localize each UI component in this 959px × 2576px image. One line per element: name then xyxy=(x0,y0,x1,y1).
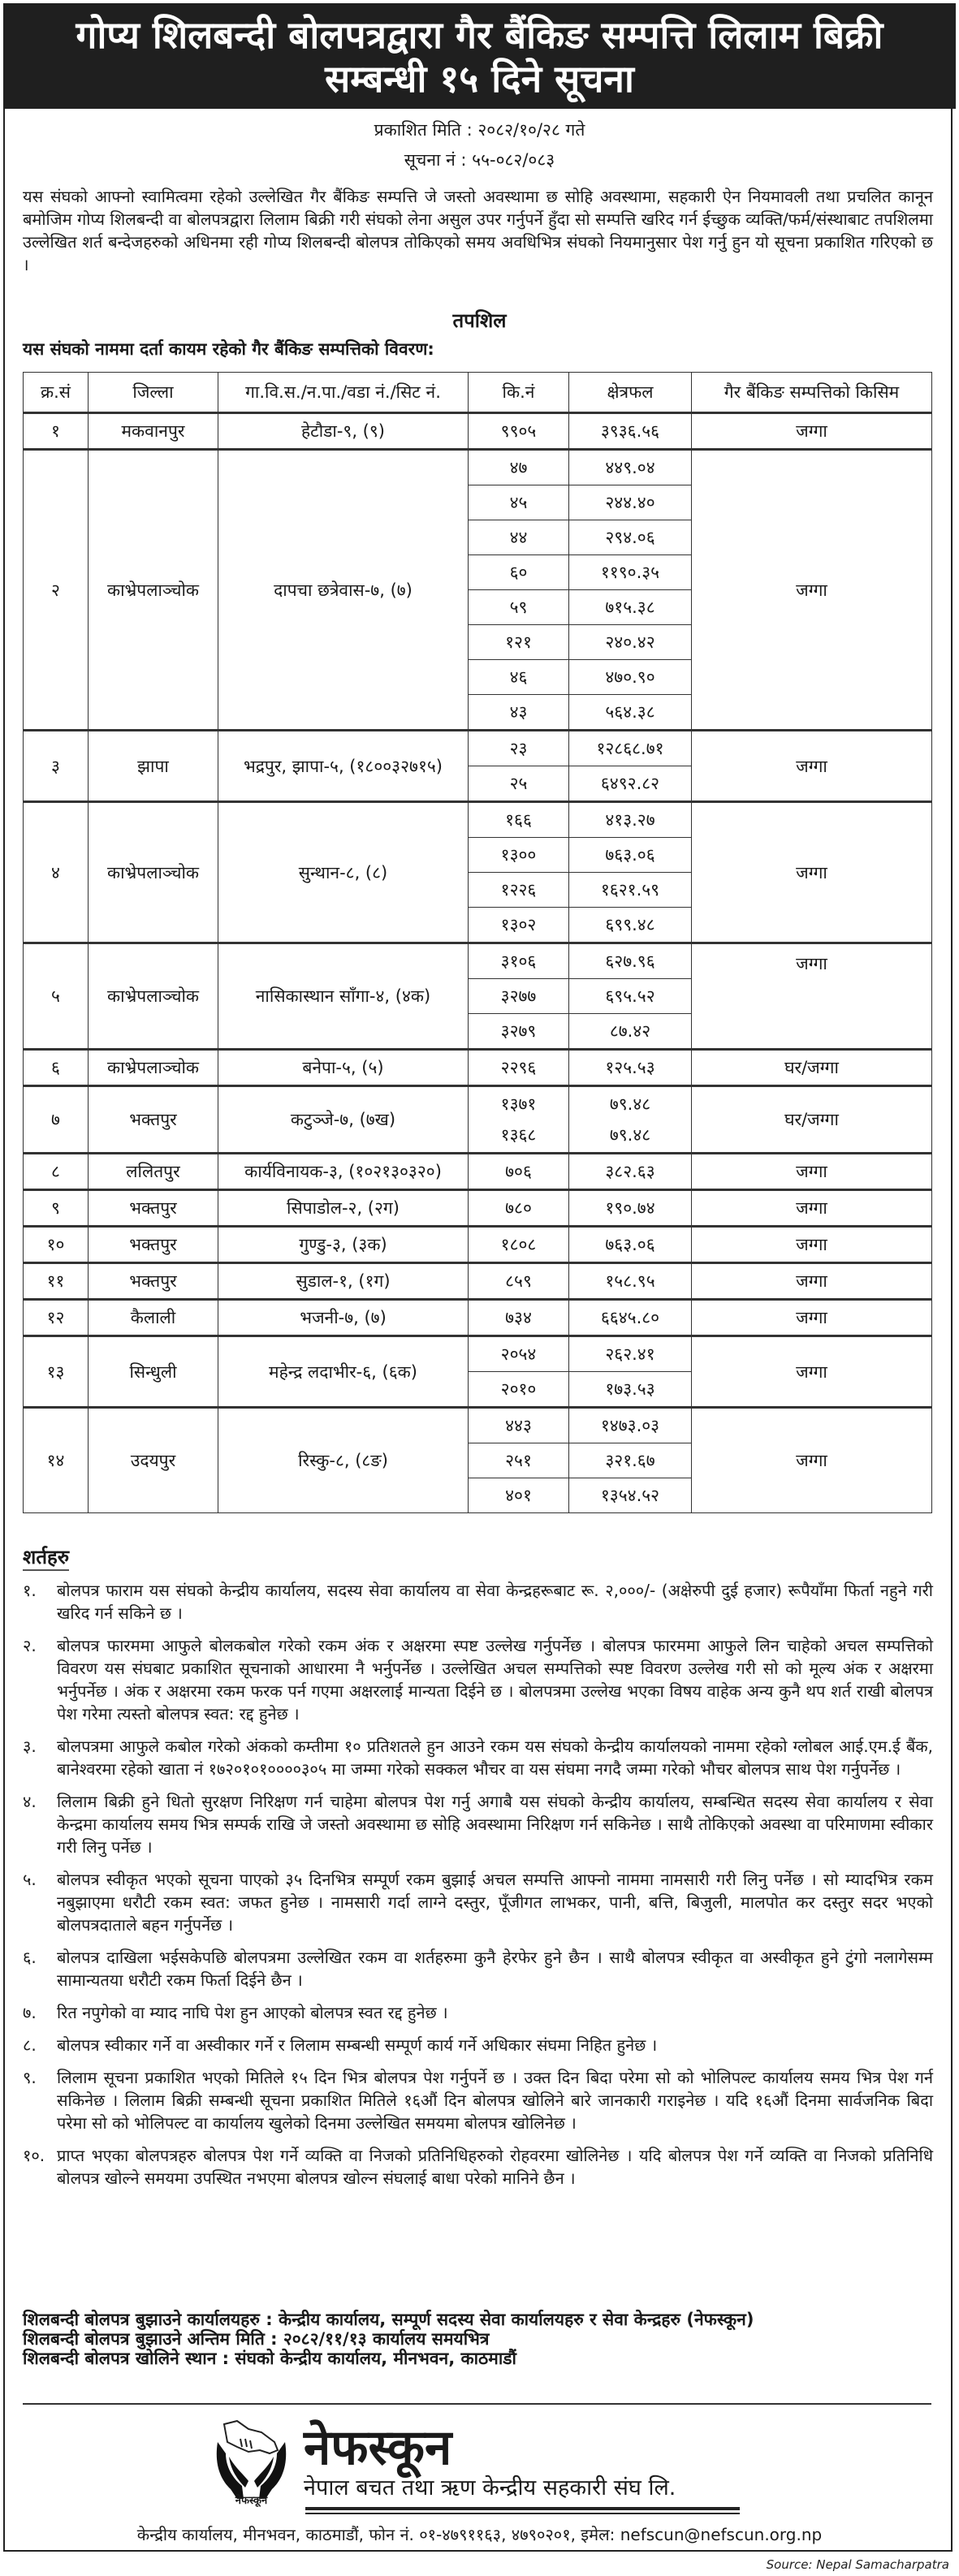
cell-asset-type: जग्गा xyxy=(692,1227,932,1263)
kitta-value: १३६८ xyxy=(500,1125,537,1145)
cell-area: १३५४.५२ xyxy=(569,1478,692,1513)
header-kitta: कि.नं xyxy=(469,373,569,413)
cell-location: कार्यविनायक-३, (१०२१३०३२०) xyxy=(218,1154,469,1190)
cell-asset-type: जग्गा xyxy=(692,413,932,450)
cell-area: ७१५.३८ xyxy=(569,590,692,625)
cell-asset-type: जग्गा xyxy=(692,802,932,943)
cell-asset-type: जग्गा xyxy=(692,1154,932,1190)
cell-area: १७३.५३ xyxy=(569,1372,692,1408)
cell-district: भक्तपुर xyxy=(89,1263,218,1300)
condition-number: ३. xyxy=(23,1737,37,1756)
condition-number: ९. xyxy=(23,2068,37,2087)
cell-kitta: ५९ xyxy=(469,590,569,625)
cell-area: २६२.४१ xyxy=(569,1336,692,1372)
cell-location: गुण्डु-३, (३क) xyxy=(218,1227,469,1263)
area-value: ७९.४८ xyxy=(609,1094,651,1114)
cell-kitta: ९९०५ xyxy=(469,413,569,450)
notice-meta xyxy=(0,115,959,175)
cell-district: काभ्रेपलाञ्चोक xyxy=(89,943,218,1050)
cell-area: ३२१.६७ xyxy=(569,1443,692,1478)
condition-text: बोलपत्र फाराम यस संघको केन्द्रीय कार्यालय, सदस्य सेवा कार्यालय वा सेवा केन्द्रहरूबाट रू. २,०००/- (अक्षेरुपी दुई हजार) रूपैयाँमा फिर्ता नहुने गरी खरिद गर्न सकिने छ । xyxy=(57,1581,933,1623)
cell-location: भजनी-७, (७) xyxy=(218,1300,469,1336)
condition-text: बोलपत्र स्वीकृत भएको सूचना पाएको ३५ दिनभित्र सम्पूर्ण रकम बुझाई अचल सम्पत्ति आफ्नो नाममा नामसारी गरी लिनु पर्नेछ । सो म्यादभित्र रकम नबुझाएमा धरौटी रकम स्वत: जफत हुनेछ । नामसारी गर्दा लाग्ने दस्तुर, पूँजीगत लाभकर, पानी, बत्ति, बिजुली, मालपोत कर दस्तुर सदर भएको बोलपत्रदाताले बहन गर्नुपर्नेछ । xyxy=(57,1870,933,1935)
title-line-2: सम्बन्धी १५ दिने सूचना xyxy=(325,57,634,101)
cell-district: काभ्रेपलाञ्चोक xyxy=(89,802,218,943)
cell-kitta: १३०२ xyxy=(469,908,569,943)
condition-text: बोलपत्रमा आफुले कबोल गरेको अंकको कम्तीमा १० प्रतिशतले हुन आउने रकम यस संघको केन्द्रीय कार्यालयको नाममा रहेको ग्लोबल आई.एम.ई बैंक, बानेश्वरमा रहेको खाता नं १७२०१०१००००३०५ मा जम्मा गरेको सक्कल भौचर वा यस संघमा नगदै जम्मा गरेको भौचर बोलपत्र साथ पेश गर्नुपर्नेछ । xyxy=(57,1737,933,1779)
table-row xyxy=(24,802,932,838)
condition-item xyxy=(23,2034,933,2056)
cell-area: १२५.५३ xyxy=(569,1050,692,1086)
header-location: गा.वि.स./न.पा./वडा नं./सिट नं. xyxy=(218,373,469,413)
cell-sn: १ xyxy=(24,413,89,450)
submission-offices: शिलबन्दी बोलपत्र बुझाउने कार्यालयहरु : केन्द्रीय कार्यालय, सम्पूर्ण सदस्य सेवा कार्यालयहरु र सेवा केन्द्रहरु (नेफस्कून) xyxy=(23,2310,754,2329)
cell-sn: ८ xyxy=(24,1154,89,1190)
cell-area: १२८६८.७१ xyxy=(569,731,692,766)
table-body xyxy=(24,413,932,1513)
notice-number: सूचना नं : ५५-०८२/०८३ xyxy=(404,150,555,170)
source-credit: Source: Nepal Samacharpatra xyxy=(766,2557,949,2572)
cell-area: १४७३.०३ xyxy=(569,1408,692,1443)
cell-kitta: १६६ xyxy=(469,802,569,838)
cell-asset-type: जग्गा xyxy=(692,1336,932,1408)
condition-item xyxy=(23,1634,933,1725)
cell-location: सुडाल-१, (१ग) xyxy=(218,1263,469,1300)
cell-area: ६९५.५२ xyxy=(569,979,692,1014)
cell-kitta: ७८० xyxy=(469,1190,569,1227)
schedule-heading: तपशिल xyxy=(452,309,507,332)
org-name: नेफस्कून xyxy=(304,2419,452,2476)
table-row xyxy=(24,1336,932,1372)
condition-item xyxy=(23,1790,933,1858)
cell-location: रिस्कु-८, (८ङ) xyxy=(218,1408,469,1513)
cell-kitta: १३०० xyxy=(469,838,569,873)
kitta-value: १३७१ xyxy=(500,1094,537,1114)
cell-kitta: २५ xyxy=(469,766,569,802)
cell-location: नासिकास्थान साँगा-४, (४क) xyxy=(218,943,469,1050)
cell-district: उदयपुर xyxy=(89,1408,218,1513)
schedule-subheading: यस संघको नाममा दर्ता कायम रहेको गैर बैंकिङ सम्पत्तिको विवरण: xyxy=(23,339,434,359)
cell-sn: १० xyxy=(24,1227,89,1263)
condition-text: लिलाम सूचना प्रकाशित भएको मितिले १५ दिन भित्र बोलपत्र पेश गर्नुपर्ने छ । उक्त दिन बिदा परेमा सो को भोलिपल्ट कार्यालय समय भित्र पेश गर्न सकिनेछ । लिलाम बिक्री सम्बन्धी सूचना प्रकाशित मितिले १६औं दिन बोलपत्र खोलिने बारे जानकारी गराइनेछ । यदि १६औं दिनमा सार्वजनिक बिदा परेमा सो को भोलिपल्ट वा कार्यालय खुलेको दिनमा उल्लेखित समयमा बोलपत्र खोलिनेछ । xyxy=(57,2068,933,2133)
conditions-list xyxy=(23,1579,933,2199)
contact-info: केन्द्रीय कार्यालय, मीनभवन, काठमाडौं, फोन नं. ०१-४७९११६३, ४७९०२०१, इमेल: nefscun@nefscun.org.np xyxy=(136,2525,823,2544)
table-row xyxy=(24,1154,932,1190)
cell-area: १५८.९५ xyxy=(569,1263,692,1300)
cell-sn: ६ xyxy=(24,1050,89,1086)
cell-sn: ९ xyxy=(24,1190,89,1227)
cell-district: सिन्धुली xyxy=(89,1336,218,1408)
cell-asset-type: जग्गा xyxy=(692,943,932,1050)
condition-number: १. xyxy=(23,1581,37,1600)
table-row xyxy=(24,731,932,766)
cell-asset-type: जग्गा xyxy=(692,731,932,802)
footer-divider xyxy=(23,2403,931,2405)
header-sn: क्र.सं xyxy=(24,373,89,413)
condition-item xyxy=(23,1579,933,1625)
condition-item xyxy=(23,1946,933,1991)
cell-area: ३८२.६३ xyxy=(569,1154,692,1190)
cell-kitta: ७०६ xyxy=(469,1154,569,1190)
condition-number: ७. xyxy=(23,2003,37,2022)
cell-kitta: २२९६ xyxy=(469,1050,569,1086)
cell-location: बनेपा-५, (५) xyxy=(218,1050,469,1086)
cell-kitta: ८५९ xyxy=(469,1263,569,1300)
header-area: क्षेत्रफल xyxy=(569,373,692,413)
cell-asset-type: जग्गा xyxy=(692,1408,932,1513)
cell-asset-type: जग्गा xyxy=(692,1263,932,1300)
cell-location: भद्रपुर, झापा-५, (१८००३२७१५) xyxy=(218,731,469,802)
condition-number: ८. xyxy=(23,2035,37,2055)
header-district: जिल्ला xyxy=(89,373,218,413)
condition-item xyxy=(23,2144,933,2190)
table-row xyxy=(24,450,932,485)
table-row xyxy=(24,1263,932,1300)
cell-kitta: ४३ xyxy=(469,695,569,731)
condition-item xyxy=(23,1868,933,1936)
condition-text: रित नपुगेको वा म्याद नाघि पेश हुन आएको बोलपत्र स्वत रद्द हुनेछ । xyxy=(57,2003,448,2022)
cell-district: भक्तपुर xyxy=(89,1086,218,1154)
table-header-row xyxy=(24,373,932,413)
condition-text: बोलपत्र फारममा आफुले बोलकबोल गरेको रकम अंक र अक्षरमा स्पष्ट उल्लेख गर्नुपर्नेछ । बोलपत्र फारममा आफुले लिन चाहेको अचल सम्पत्तिको विवरण यस संघबाट प्रकाशित सूचनाको आधारमा नै भर्नुपर्नेछ । उल्लेखित अचल सम्पत्तिको स्पष्ट विवरण उल्लेख गरी सो को मूल्य अंक र अक्षरमा भर्नुपर्नेछ । अंक र अक्षरमा रकम फरक पर्न गएमा अक्षरलाई मान्यता दिईने छ । बोलपत्रमा उल्लेख भएका विषय वाहेक अन्य कुनै थप शर्त राखी बोलपत्र पेश गरेमा त्यस्तो बोलपत्र स्वत: रद्द हुनेछ । xyxy=(57,1636,933,1724)
cell-kitta: २०१० xyxy=(469,1372,569,1408)
conditions-heading: शर्तहरु xyxy=(23,1545,69,1571)
condition-number: १०. xyxy=(23,2146,45,2165)
cell-area: ५६४.३८ xyxy=(569,695,692,731)
org-full-name: नेपाल बचत तथा ऋण केन्द्रीय सहकारी संघ लि. xyxy=(304,2475,676,2500)
cell-area: ४४९.०४ xyxy=(569,450,692,485)
cell-district: ललितपुर xyxy=(89,1154,218,1190)
table-row xyxy=(24,1086,932,1154)
cell-area: ३९३६.५६ xyxy=(569,413,692,450)
cell-kitta: २०५४ xyxy=(469,1336,569,1372)
cell-district: झापा xyxy=(89,731,218,802)
condition-number: ५. xyxy=(23,1870,37,1889)
cell-district: कैलाली xyxy=(89,1300,218,1336)
cell-kitta: ७३४ xyxy=(469,1300,569,1336)
submission-info xyxy=(23,2310,933,2368)
condition-text: बोलपत्र दाखिला भईसकेपछि बोलपत्रमा उल्लेखित रकम वा शर्तहरुमा कुनै हेरफेर हुने छैन । साथै बोलपत्र स्वीकृत वा अस्वीकृत हुने टुंगो नलागेसम्म सामान्यतया धरौटी रकम फिर्ता दिईने छैन । xyxy=(57,1948,934,1990)
cell-district: मकवानपुर xyxy=(89,413,218,450)
cell-area: २९४.०६ xyxy=(569,520,692,555)
cell-area: २४०.४२ xyxy=(569,625,692,660)
condition-number: ६. xyxy=(23,1948,37,1967)
table-row xyxy=(24,1050,932,1086)
cell-kitta: २५१ xyxy=(469,1443,569,1478)
cell-area xyxy=(569,1086,692,1154)
cell-sn: ५ xyxy=(24,943,89,1050)
cell-asset-type: जग्गा xyxy=(692,1300,932,1336)
intro-paragraph: यस संघको आफ्नो स्वामित्वमा रहेको उल्लेखित गैर बैंकिङ सम्पत्ति जे जस्तो अवस्थामा छ सोहि अवस्थामा, सहकारी ऐन नियमावली तथा प्रचलित कानून बमोजिम गोप्य शिलबन्दी वा बोलपत्रद्वारा लिलाम बिक्री गरी संघको लेना असुल उपर गर्नुपर्ने हुँदा सो सम्पत्ति खरिद गर्न ईच्छुक व्यक्ति/फर्म/संस्थाबाट तपशिलमा उल्लेखित शर्त बन्देजहरुको अधिनमा रही गोप्य शिलबन्दी बोलपत्र तोकिएको समय अवधिभित्र संघको नियमानुसार पेश गर्नु हुन यो सूचना प्रकाशित गरिएको छ । xyxy=(23,187,933,274)
opening-place: शिलबन्दी बोलपत्र खोलिने स्थान : संघको केन्द्रीय कार्यालय, मीनभवन, काठमाडौं xyxy=(23,2349,516,2368)
cell-kitta: ३२७७ xyxy=(469,979,569,1014)
cell-kitta: २३ xyxy=(469,731,569,766)
condition-text: लिलाम बिक्री हुने धितो सुरक्षण निरिक्षण गर्न चाहेमा बोलपत्र पेश गर्नु अगाबै यस संघको केन्द्रीय कार्यालय, सम्बन्धित सदस्य सेवा कार्यालय र सेवा केन्द्रमा कार्यालय समय भित्र सम्पर्क राखि जे जस्तो अवस्थामा छ सोहि अवस्थामा निरिक्षण गर्न सकिनेछ । साथै तोकिएको अवस्था वा परिमाणमा स्वीकार गरी लिनु पर्नेछ । xyxy=(57,1792,933,1857)
cell-kitta: ४६ xyxy=(469,660,569,695)
table-row xyxy=(24,943,932,979)
cell-area: ६६४५.८० xyxy=(569,1300,692,1336)
condition-number: ४. xyxy=(23,1792,37,1811)
published-date: प्रकाशित मिति : २०८२/१०/२८ गते xyxy=(374,120,585,140)
cell-kitta: ३२७९ xyxy=(469,1014,569,1050)
cell-kitta: १२२६ xyxy=(469,873,569,908)
cell-sn: ४ xyxy=(24,802,89,943)
assets-table xyxy=(23,372,932,1513)
table-row xyxy=(24,1408,932,1443)
cell-kitta: ४०१ xyxy=(469,1478,569,1513)
cell-kitta: १८०८ xyxy=(469,1227,569,1263)
cell-sn: १२ xyxy=(24,1300,89,1336)
cell-location: कटुञ्जे-७, (७ख) xyxy=(218,1086,469,1154)
cell-sn: ३ xyxy=(24,731,89,802)
cell-kitta xyxy=(469,1086,569,1154)
cell-area: ६४९२.८२ xyxy=(569,766,692,802)
logo-caption: नेफस्कून xyxy=(235,2495,268,2507)
cell-asset-type: घर/जग्गा xyxy=(692,1050,932,1086)
condition-text: प्राप्त भएका बोलपत्रहरु बोलपत्र पेश गर्ने व्यक्ति वा निजको प्रतिनिधिहरुको रोहवरमा खोलिनेछ । यदि बोलपत्र पेश गर्ने व्यक्ति वा निजको प्रतिनिधि बोलपत्र खोल्ने समयमा उपस्थित नभएमा बोलपत्र खोल्न संघलाई बाधा परेको मानिने छैन । xyxy=(57,2146,933,2188)
cell-kitta: ३१०६ xyxy=(469,943,569,979)
cell-sn: १४ xyxy=(24,1408,89,1513)
cell-kitta: ४४३ xyxy=(469,1408,569,1443)
cell-sn: २ xyxy=(24,450,89,731)
cell-area: ८७.४२ xyxy=(569,1014,692,1050)
org-name-rule xyxy=(305,2507,740,2514)
cell-sn: ११ xyxy=(24,1263,89,1300)
cell-area: १९०.७४ xyxy=(569,1190,692,1227)
notice-title xyxy=(3,3,956,109)
cell-sn: ७ xyxy=(24,1086,89,1154)
cell-location: हेटौडा-९, (९) xyxy=(218,413,469,450)
cell-district: भक्तपुर xyxy=(89,1227,218,1263)
cell-area: २४४.४० xyxy=(569,485,692,520)
cell-area: ६२७.९६ xyxy=(569,943,692,979)
submission-deadline: शिलबन्दी बोलपत्र बुझाउने अन्तिम मिति : २०८२/११/१३ कार्यालय समयभित्र xyxy=(23,2329,490,2349)
cell-kitta: ४४ xyxy=(469,520,569,555)
table-row xyxy=(24,1300,932,1336)
cell-asset-type: घर/जग्गा xyxy=(692,1086,932,1154)
cell-location: सिपाडोल-२, (२ग) xyxy=(218,1190,469,1227)
condition-item xyxy=(23,2001,933,2024)
cell-area: ६९९.४८ xyxy=(569,908,692,943)
cell-location: सुन्थान-८, (८) xyxy=(218,802,469,943)
cell-district: भक्तपुर xyxy=(89,1190,218,1227)
condition-item xyxy=(23,2066,933,2134)
cell-area: १६२१.५९ xyxy=(569,873,692,908)
cell-area: ७६३.०६ xyxy=(569,838,692,873)
cell-kitta: ४७ xyxy=(469,450,569,485)
cell-location: महेन्द्र लदाभीर-६, (६क) xyxy=(218,1336,469,1408)
condition-text: बोलपत्र स्वीकार गर्ने वा अस्वीकार गर्ने र लिलाम सम्बन्धी सम्पूर्ण कार्य गर्ने अधिकार संघमा निहित हुनेछ । xyxy=(57,2035,658,2055)
cell-kitta: १२१ xyxy=(469,625,569,660)
cell-asset-type: जग्गा xyxy=(692,450,932,731)
cell-area: ७६३.०६ xyxy=(569,1227,692,1263)
cell-area: ११९०.३५ xyxy=(569,555,692,590)
cell-district: काभ्रेपलाञ्चोक xyxy=(89,450,218,731)
header-asset-type: गैर बैंकिङ सम्पत्तिको किसिम xyxy=(692,373,932,413)
cell-area: ४७०.९० xyxy=(569,660,692,695)
cell-kitta: ६० xyxy=(469,555,569,590)
condition-number: २. xyxy=(23,1636,37,1655)
title-line-1: गोप्य शिलबन्दी बोलपत्रद्वारा गैर बैंकिङ सम्पत्ति लिलाम बिक्री xyxy=(76,13,883,57)
cell-sn: १३ xyxy=(24,1336,89,1408)
cell-location: दापचा छत्रेवास-७, (७) xyxy=(218,450,469,731)
condition-item xyxy=(23,1735,933,1780)
table-row xyxy=(24,413,932,450)
cell-district: काभ्रेपलाञ्चोक xyxy=(89,1050,218,1086)
area-value: ७९.४८ xyxy=(609,1125,651,1145)
cell-area: ४१३.२७ xyxy=(569,802,692,838)
table-row xyxy=(24,1227,932,1263)
table-row xyxy=(24,1190,932,1227)
cell-asset-type: जग्गा xyxy=(692,1190,932,1227)
cell-kitta: ४५ xyxy=(469,485,569,520)
